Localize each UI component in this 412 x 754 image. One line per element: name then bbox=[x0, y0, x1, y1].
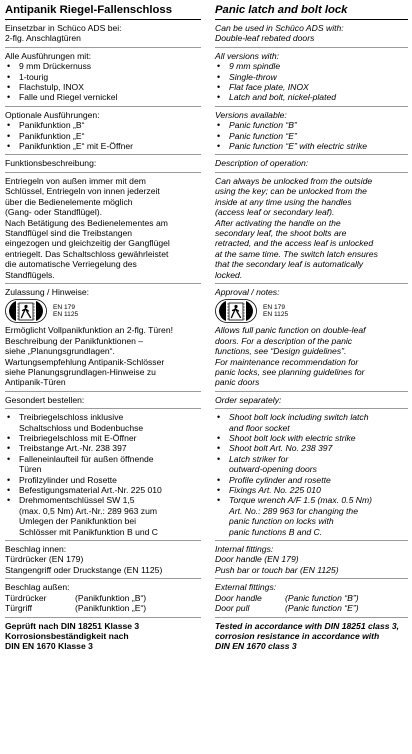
list-item-line: Profile cylinder and rosette bbox=[229, 474, 331, 485]
approval-text-line: siehe Planungsgrundlagen-Hinweise zu bbox=[5, 366, 156, 377]
list-item bbox=[5, 475, 201, 485]
description-text-line: Entriegeln von außen immer mit dem bbox=[5, 175, 146, 186]
tested-text bbox=[5, 621, 201, 652]
page-title: Antipanik Riegel-Fallenschloss bbox=[5, 4, 172, 16]
versions-heading: All versions with: bbox=[215, 50, 279, 61]
options-heading: Optionale Ausführungen: bbox=[5, 109, 100, 120]
outer-fittings-row bbox=[5, 603, 201, 613]
approval-text-line: Wartungsempfehlung Antipanik-Schlösser bbox=[5, 356, 165, 367]
approval-text-line: For maintenance recommendation for bbox=[215, 356, 359, 367]
list-item-line: Drehmomentschlüssel SW 1,5 bbox=[19, 495, 135, 506]
list-item: • 9 mm Drückernuss bbox=[5, 61, 201, 71]
approval-text-line: panic doors bbox=[215, 377, 260, 388]
list-item-line: Umlegen der Panikfunktion bei bbox=[19, 516, 137, 527]
description-text-line: über die Bedienelemente möglich bbox=[5, 196, 133, 207]
standard-en179: EN 179 bbox=[53, 303, 75, 311]
inner-fittings-heading: Internal fittings: bbox=[215, 544, 274, 555]
list-item: • Single-throw bbox=[215, 72, 408, 82]
inner-fittings-text bbox=[5, 554, 201, 575]
description-text-line: After activating the handle on the bbox=[215, 217, 341, 228]
fitting-name: Door pull bbox=[215, 603, 250, 614]
description-text-line: Standflügel sind die Treibstangen bbox=[5, 227, 133, 238]
description-text-line: locked. bbox=[215, 269, 243, 280]
description-text-line: entriegelt. Das Schaltschloss gewährleistet bbox=[5, 248, 169, 259]
list-item-line: Treibstange Art.-Nr. 238 397 bbox=[19, 443, 127, 454]
versions-list bbox=[5, 61, 201, 103]
section-divider bbox=[215, 408, 408, 409]
list-item: • Flat face plate, INOX bbox=[215, 82, 408, 92]
inner-fittings-text-line: Stangengriff oder Druckstange (EN 1125) bbox=[5, 564, 163, 575]
description-text-line: Schlüssel, Entriegeln von innen jederzeit bbox=[5, 186, 160, 197]
approval-text-line: doors. For a description of the panic bbox=[215, 335, 353, 346]
inner-fittings-text-line: Door handle (EN 179) bbox=[215, 554, 299, 565]
description-text bbox=[215, 176, 408, 280]
section-divider bbox=[215, 283, 408, 284]
list-item-line: (max. 0,5 Nm) Art.-Nr.: 289 963 zum bbox=[19, 505, 158, 516]
options-list bbox=[5, 120, 201, 151]
description-text-line: retracted, and the access leaf is unlocked bbox=[215, 238, 374, 249]
approval-text-line: Beschreibung der Panikfunktionen – bbox=[5, 335, 144, 346]
section-divider bbox=[5, 391, 201, 392]
versions-list bbox=[215, 61, 408, 103]
list-item: • Panikfunktion „E“ mit E-Öffner bbox=[5, 141, 201, 151]
list-item-line: Torque wrench A/F 1.5 (max. 0.5 Nm) bbox=[229, 495, 372, 506]
inner-fittings-text-line: Push bar or touch bar (EN 1125) bbox=[215, 564, 339, 575]
fitting-function: (Panikfunktion „E“) bbox=[75, 603, 147, 614]
approval-text bbox=[215, 325, 408, 387]
inner-fittings-heading: Beschlag innen: bbox=[5, 544, 67, 555]
description-text-line: secondary leaf, the shoot bolts are bbox=[215, 227, 347, 238]
list-item-line: Latch striker for bbox=[229, 453, 289, 464]
section-divider bbox=[5, 283, 201, 284]
section-divider bbox=[215, 154, 408, 155]
list-item bbox=[5, 412, 201, 433]
list-item-line: Treibriegelschloss inklusive bbox=[19, 412, 124, 423]
list-item-line: Befestigungsmaterial Art.-Nr. 225 010 bbox=[19, 485, 162, 496]
intro-text bbox=[5, 23, 201, 44]
list-item-line: Profilzylinder und Rosette bbox=[19, 474, 117, 485]
versions-heading: Alle Ausführungen mit: bbox=[5, 50, 91, 61]
section-divider bbox=[5, 578, 201, 579]
list-item bbox=[215, 433, 408, 443]
section-divider bbox=[5, 540, 201, 541]
standard-en1125: EN 1125 bbox=[263, 311, 289, 319]
list-item-line: Türen bbox=[19, 464, 42, 475]
list-item: • Panic function “B” bbox=[215, 120, 408, 130]
description-text-line: that the secondary leaf is automatically bbox=[215, 259, 364, 270]
approval-text-line: Ermöglicht Vollpanikfunktion an 2-flg. Türen! bbox=[5, 325, 173, 336]
description-text-line: eingezogen und gleichzeitig der Gangflügel bbox=[5, 238, 170, 249]
section-divider bbox=[215, 578, 408, 579]
outer-fittings-heading: Beschlag außen: bbox=[5, 582, 70, 593]
description-text-line: inside at any time using the handles bbox=[215, 196, 352, 207]
description-text-line: using the key; can be unlocked from the bbox=[215, 186, 367, 197]
list-item: • Panic function “E” bbox=[215, 131, 408, 141]
fitting-name: Door handle bbox=[215, 592, 262, 603]
section-divider bbox=[5, 106, 201, 107]
description-text bbox=[5, 176, 201, 280]
order-heading: Order separately: bbox=[215, 394, 282, 405]
outer-fittings-row bbox=[5, 593, 201, 603]
approval-text-line: siehe „Planungsgrundlagen“. bbox=[5, 346, 115, 357]
intro-text-line: 2-flg. Anschlagtüren bbox=[5, 33, 81, 44]
fitting-function: (Panic function “B”) bbox=[285, 592, 359, 603]
column-en bbox=[215, 0, 408, 652]
title-rule bbox=[215, 19, 408, 20]
list-item-line: panic function on locks with bbox=[229, 516, 334, 527]
approval-heading: Approval / notes: bbox=[215, 286, 280, 297]
description-text-line: (access leaf or secondary leaf). bbox=[215, 207, 335, 218]
standard-labels bbox=[53, 304, 78, 319]
list-item bbox=[5, 433, 201, 443]
list-item bbox=[5, 443, 201, 453]
options-list bbox=[215, 120, 408, 151]
fitting-function: (Panic function “E”) bbox=[285, 603, 359, 614]
list-item bbox=[215, 443, 408, 453]
outer-fittings-row bbox=[215, 593, 408, 603]
list-item bbox=[215, 475, 408, 485]
description-text-line: Nach Betätigung des Bedienelementes am bbox=[5, 217, 168, 228]
section-divider bbox=[5, 408, 201, 409]
list-item: • Panikfunktion „E“ bbox=[5, 131, 201, 141]
list-item bbox=[5, 495, 201, 537]
section-divider bbox=[215, 172, 408, 173]
list-item-line: Shoot bolt Art. No. 238 397 bbox=[229, 443, 333, 454]
description-text-line: Standflügels. bbox=[5, 269, 55, 280]
inner-fittings-text-line: Türdrücker (EN 179) bbox=[5, 554, 84, 565]
list-item-line: Art. No.: 289 963 for changing the bbox=[229, 505, 358, 516]
intro-text-line: Can be used in Schüco ADS with: bbox=[215, 23, 344, 33]
list-item bbox=[5, 454, 201, 475]
approval-badge bbox=[215, 299, 408, 323]
description-text-line: Can always be unlocked from the outside bbox=[215, 175, 373, 186]
section-divider bbox=[215, 617, 408, 618]
approval-text-line: panic locks, see planning guidelines for bbox=[215, 366, 365, 377]
list-item-line: Fixings Art. No. 225 010 bbox=[229, 485, 321, 496]
tested-text-line: DIN EN 1670 Klasse 3 bbox=[5, 641, 93, 652]
order-heading: Gesondert bestellen: bbox=[5, 394, 85, 405]
emergency-exit-icon bbox=[5, 299, 47, 323]
list-item-line: Shoot bolt lock with electric strike bbox=[229, 433, 356, 443]
list-item bbox=[215, 412, 408, 433]
approval-heading: Zulassung / Hinweise: bbox=[5, 286, 90, 297]
list-item: • Latch and bolt, nickel-plated bbox=[215, 92, 408, 102]
inner-fittings-text bbox=[215, 554, 408, 575]
section-divider bbox=[5, 617, 201, 618]
list-item-line: and floor socket bbox=[229, 422, 290, 433]
section-divider bbox=[215, 106, 408, 107]
section-divider bbox=[5, 47, 201, 48]
list-item: • Falle und Riegel vernickel bbox=[5, 92, 201, 102]
standard-labels bbox=[263, 304, 288, 319]
tested-text-line: Geprüft nach DIN 18251 Klasse 3 bbox=[5, 620, 140, 631]
outer-fittings-table bbox=[5, 593, 201, 614]
section-divider bbox=[5, 172, 201, 173]
list-item: • 9 mm spindle bbox=[215, 61, 408, 71]
fitting-name: Türdrücker bbox=[5, 592, 47, 603]
description-heading: Funktionsbeschreibung: bbox=[5, 158, 97, 169]
tested-text-line: Korrosionsbeständigkeit nach bbox=[5, 630, 129, 641]
description-text-line: (Gang- oder Standflügel). bbox=[5, 207, 102, 218]
list-item: • 1-tourig bbox=[5, 72, 201, 82]
fitting-name: Türgriff bbox=[5, 603, 33, 614]
list-item: • Panikfunktion „B“ bbox=[5, 120, 201, 130]
list-item bbox=[5, 485, 201, 495]
outer-fittings-table bbox=[215, 593, 408, 614]
section-divider bbox=[215, 391, 408, 392]
fitting-function: (Panikfunktion „B“) bbox=[75, 592, 147, 603]
list-item-line: Schlösser mit Panikfunktion B und C bbox=[19, 526, 158, 537]
order-list bbox=[215, 412, 408, 537]
intro-text bbox=[215, 23, 408, 44]
section-divider bbox=[215, 540, 408, 541]
list-item-line: Shoot bolt lock including switch latch bbox=[229, 412, 369, 423]
outer-fittings-heading: External fittings: bbox=[215, 582, 277, 593]
list-item bbox=[215, 485, 408, 495]
tested-text-line: DIN EN 1670 class 3 bbox=[215, 641, 297, 652]
description-heading: Description of operation: bbox=[215, 158, 309, 169]
order-list bbox=[5, 412, 201, 537]
intro-text-line: Einsetzbar in Schüco ADS bei: bbox=[5, 23, 122, 33]
approval-badge bbox=[5, 299, 201, 323]
emergency-exit-icon bbox=[215, 299, 257, 323]
list-item: • Panic function “E” with electric strike bbox=[215, 141, 408, 151]
list-item bbox=[215, 495, 408, 537]
tested-text-line: corrosion resistance in accordance with bbox=[215, 630, 380, 641]
standard-en1125: EN 1125 bbox=[53, 311, 79, 319]
list-item-line: outward-opening doors bbox=[229, 464, 317, 475]
list-item: • Flachstulp, INOX bbox=[5, 82, 201, 92]
tested-text bbox=[215, 621, 408, 652]
approval-text bbox=[5, 325, 201, 387]
tested-text-line: Tested in accordance with DIN 18251 class 3, bbox=[215, 620, 400, 631]
intro-text-line: Double-leaf rebated doors bbox=[215, 33, 315, 44]
section-divider bbox=[215, 47, 408, 48]
page-title: Panic latch and bolt lock bbox=[215, 4, 348, 16]
list-item bbox=[215, 454, 408, 475]
approval-text-line: functions, see “Design guidelines”. bbox=[215, 346, 347, 357]
approval-text-line: Allows full panic function on double-leaf bbox=[215, 325, 366, 336]
list-item-line: panic functions B and C. bbox=[229, 526, 323, 537]
options-heading: Versions available: bbox=[215, 109, 287, 120]
standard-en179: EN 179 bbox=[263, 303, 285, 311]
description-text-line: die automatische Verriegelung des bbox=[5, 259, 137, 270]
outer-fittings-row bbox=[215, 603, 408, 613]
approval-text-line: Antipanik-Türen bbox=[5, 377, 66, 388]
list-item-line: Treibriegelschloss mit E-Öffner bbox=[19, 433, 137, 443]
list-item-line: Schaltschloss und Bodenbuchse bbox=[19, 422, 144, 433]
title-rule bbox=[5, 19, 201, 20]
column-de bbox=[5, 0, 201, 652]
list-item-line: Falleneinlaufteil für außen öffnende bbox=[19, 453, 154, 464]
section-divider bbox=[5, 154, 201, 155]
description-text-line: at the same time. The switch latch ensures bbox=[215, 248, 378, 259]
